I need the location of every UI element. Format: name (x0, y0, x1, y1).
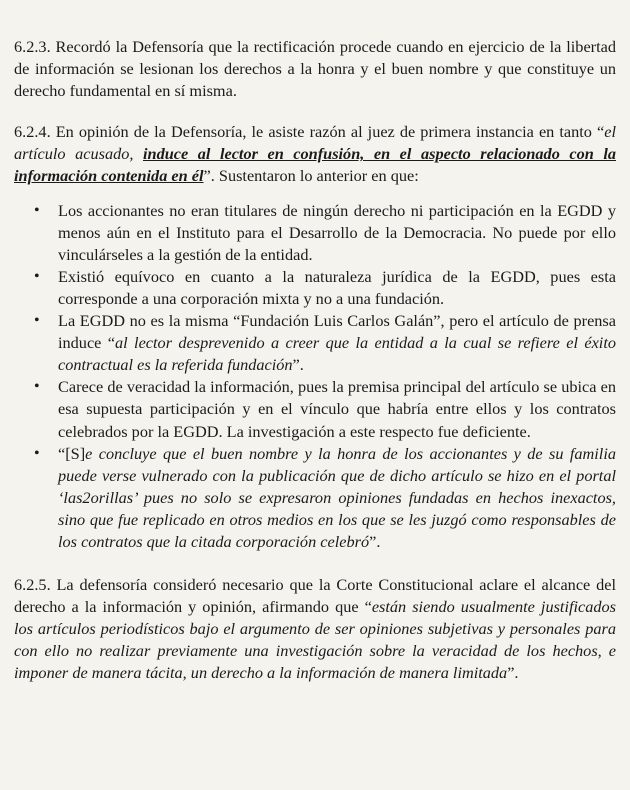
bullet-icon: • (34, 444, 40, 462)
list-item-text: Carece de veracidad la información, pues la premisa principal del artículo se ubica en esa supuesta participación y en el vínculo que habría entre ellos y los contratos celebrados por la EGDD. La investigación a este respecto fue deficiente. (58, 377, 616, 441)
paragraph-6-2-3: 6.2.3. Recordó la Defensoría que la rectificación procede cuando en ejercicio de la libertad de información se lesionan los derechos a la honra y el buen nombre y que constituye un derecho fundamental en sí misma. (14, 37, 616, 101)
findings-list (14, 200, 616, 554)
bullet-icon: • (34, 267, 40, 285)
list-item (34, 310, 616, 376)
list-item (34, 266, 616, 310)
paragraph-6-2-4-quote-emphasis: induce al lector en confusión, en el aspecto relacionado con la información contenida en él (14, 144, 617, 186)
list-item-text: Los accionantes no eran titulares de ningún derecho ni participación en la EGDD y menos aún en el Instituto para el Desarrollo de la Democracia. No puede por ello vinculárseles a la gestión de la entidad. (58, 200, 616, 264)
list-item-text-italic: al lector desprevenido a creer que la entidad a la cual se refiere el éxito contractual es la referida fundación (58, 333, 616, 375)
list-item-text-pre: “[S] (58, 443, 86, 463)
list-item (34, 200, 616, 266)
list-item-text-italic: e concluye que el buen nombre y la honra de los accionantes y de su familia puede verse vulnerado con la publicación que de dicho artículo se hizo en el portal ‘las2orillas’ pues no solo se expresaron opiniones fundadas en hechos inexactos, sino que fue replicado en otros medios en los que se les juzgó como responsables de los contratos que la citada corporación celebró (58, 443, 616, 551)
bullet-icon: • (34, 378, 40, 396)
paragraph-6-2-4-quote-italic: el artículo acusado, (14, 122, 616, 164)
bullet-icon: • (34, 312, 40, 330)
paragraph-6-2-5-intro: 6.2.5. La defensoría consideró necesario que la Corte Constitucional aclare el alcance del derecho a la información y opinión, afirmando que “ (14, 575, 616, 617)
list-item-text-post: ”. (369, 531, 381, 551)
paragraph-6-2-5 (14, 574, 616, 684)
paragraph-6-2-5-outro: ”. (507, 663, 519, 683)
paragraph-6-2-4-outro: ”. Sustentaron lo anterior en que: (203, 166, 419, 186)
paragraph-6-2-5-quote-italic: están siendo usualmente justificados los artículos periodísticos bajo el argumento de ser opiniones subjetivas y personales para con ello no realizar previamente una investigación sobre la veracidad de los hechos, e imponer de manera tácita, un derecho a la información de manera limitada (14, 597, 616, 683)
list-item (34, 376, 616, 442)
list-item-text: Existió equívoco en cuanto a la naturaleza jurídica de la EGDD, pues esta corresponde a una corporación mixta y no a una fundación. (58, 266, 616, 308)
bullet-icon: • (34, 201, 40, 219)
list-item-text-pre: La EGDD no es la misma “Fundación Luis Carlos Galán”, pero el artículo de prensa induce “ (58, 311, 616, 353)
paragraph-6-2-4 (14, 121, 616, 187)
paragraph-6-2-4-intro: 6.2.4. En opinión de la Defensoría, le asiste razón al juez de primera instancia en tanto “ (14, 122, 605, 142)
list-item-text-post: ”. (292, 355, 304, 375)
list-item (34, 443, 616, 553)
